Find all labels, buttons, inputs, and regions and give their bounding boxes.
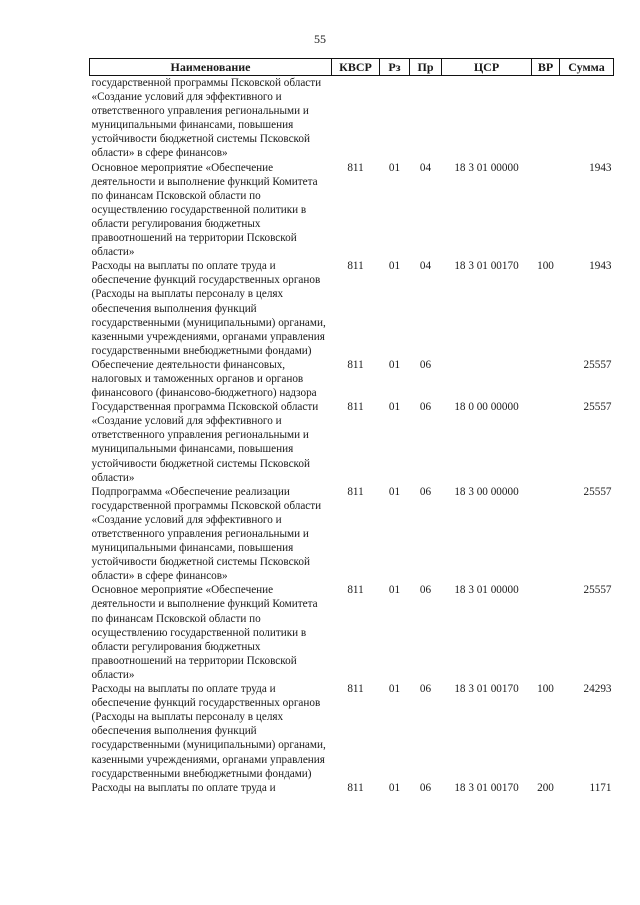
header-csr: ЦСР: [442, 59, 532, 76]
row-rz: 01: [388, 260, 401, 273]
row-kvsr: [332, 76, 380, 161]
row-csr: 18 0 00 00000: [454, 401, 519, 414]
table-row: [90, 485, 614, 584]
row-vr: [532, 161, 560, 260]
table-row: [90, 259, 614, 358]
row-rz: 01: [388, 401, 401, 414]
row-vr: [532, 400, 560, 485]
row-csr: [442, 358, 532, 400]
row-sum: 25557: [583, 584, 612, 597]
row-pr: 06: [419, 358, 432, 371]
row-name: Расходы на выплаты по оплате труда и обеспечение функций государственных органов (Расходы на выплаты персоналу в целях обеспечения выполнения функций государственными (муниципальными) органами, казенными учреждениями, органами управления государственными внебюджетными фондами): [91, 260, 326, 357]
row-kvsr: 811: [347, 584, 364, 597]
row-rz: 01: [388, 584, 401, 597]
row-kvsr: 811: [347, 781, 364, 794]
row-name: Расходы на выплаты по оплате труда и обеспечение функций государственных органов (Расходы на выплаты персоналу в целях обеспечения выполнения функций государственными (муниципальными) органами, казенными учреждениями, органами управления государственными внебюджетными фондами): [91, 683, 326, 780]
table-row: [90, 161, 614, 260]
row-rz: 01: [388, 161, 401, 174]
row-sum: 25557: [583, 358, 612, 371]
row-vr: [532, 583, 560, 682]
row-rz: [380, 76, 410, 161]
row-pr: 06: [419, 781, 432, 794]
row-pr: 06: [419, 683, 432, 696]
row-csr: 18 3 01 00170: [454, 781, 519, 794]
row-pr: [410, 76, 442, 161]
row-kvsr: 811: [347, 683, 364, 696]
row-sum: 1943: [589, 161, 612, 174]
header-sum: Сумма: [560, 59, 614, 76]
row-csr: [442, 76, 532, 161]
row-sum: 25557: [583, 485, 612, 498]
header-pr: Пр: [410, 59, 442, 76]
row-name: Основное мероприятие «Обеспечение деятельности и выполнение функций Комитета по финансам Псковской области по осуществлению государственной политики в области регулирования бюджетных правоотношений на территории Псковской области»: [91, 584, 318, 681]
page-number: 55: [314, 32, 326, 46]
row-pr: 06: [419, 401, 432, 414]
row-pr: 04: [419, 260, 432, 273]
row-rz: 01: [388, 485, 401, 498]
row-kvsr: 811: [347, 485, 364, 498]
row-vr: [532, 485, 560, 584]
row-name: Государственная программа Псковской области «Создание условий для эффективного и ответственного управления региональными и муниципальными финансами, повышения устойчивости бюджетной системы Псковской области»: [91, 401, 319, 484]
row-sum: 25557: [583, 401, 612, 414]
header-rz: Рз: [380, 59, 410, 76]
budget-table: [89, 58, 614, 795]
row-rz: 01: [388, 683, 401, 696]
row-csr: 18 3 01 00170: [454, 260, 519, 273]
row-csr: 18 3 01 00170: [454, 683, 519, 696]
table-row: [90, 400, 614, 485]
row-name: Подпрограмма «Обеспечение реализации государственной программы Псковской области «Создание условий для эффективного и ответственного управления региональными и муниципальными финансами, повышения устойчивости бюджетной системы Псковской области» в сфере финансов»: [91, 485, 322, 583]
row-name: Обеспечение деятельности финансовых, налоговых и таможенных органов и органов финансового (финансово-бюджетного) надзора: [91, 358, 317, 400]
table-row: [90, 583, 614, 682]
row-kvsr: 811: [347, 358, 364, 371]
header-kvsr: КВСР: [332, 59, 380, 76]
table-row: [90, 76, 614, 161]
row-vr: [532, 76, 560, 161]
row-vr: 100: [537, 683, 554, 696]
row-sum: 1171: [589, 781, 612, 794]
table-row: [90, 358, 614, 400]
row-sum: 24293: [583, 683, 612, 696]
row-csr: 18 3 01 00000: [454, 161, 519, 174]
table-row: [90, 682, 614, 781]
row-sum: 1943: [589, 260, 612, 273]
row-vr: 200: [537, 781, 554, 794]
row-kvsr: 811: [347, 161, 364, 174]
row-pr: 06: [419, 584, 432, 597]
row-vr: 100: [537, 260, 554, 273]
row-vr: [532, 358, 560, 400]
row-name: государственной программы Псковской области «Создание условий для эффективного и ответственного управления региональными и муниципальными финансами, повышения устойчивости бюджетной системы Псковской области» в сфере финансов»: [91, 77, 322, 160]
row-csr: 18 3 00 00000: [454, 485, 519, 498]
row-rz: 01: [388, 358, 401, 371]
row-rz: 01: [388, 781, 401, 794]
header-name: Наименование: [90, 59, 332, 76]
row-pr: 06: [419, 485, 432, 498]
row-name: Основное мероприятие «Обеспечение деятельности и выполнение функций Комитета по финансам Псковской области по осуществлению государственной политики в области регулирования бюджетных правоотношений на территории Псковской области»: [91, 161, 318, 259]
row-csr: 18 3 01 00000: [454, 584, 519, 597]
table-row: [90, 781, 614, 795]
header-vr: ВР: [532, 59, 560, 76]
table-header-row: [90, 59, 614, 76]
row-name: Расходы на выплаты по оплате труда и: [91, 781, 276, 794]
row-kvsr: 811: [347, 260, 364, 273]
row-kvsr: 811: [347, 401, 364, 414]
row-pr: 04: [419, 161, 432, 174]
row-sum: [560, 76, 614, 161]
